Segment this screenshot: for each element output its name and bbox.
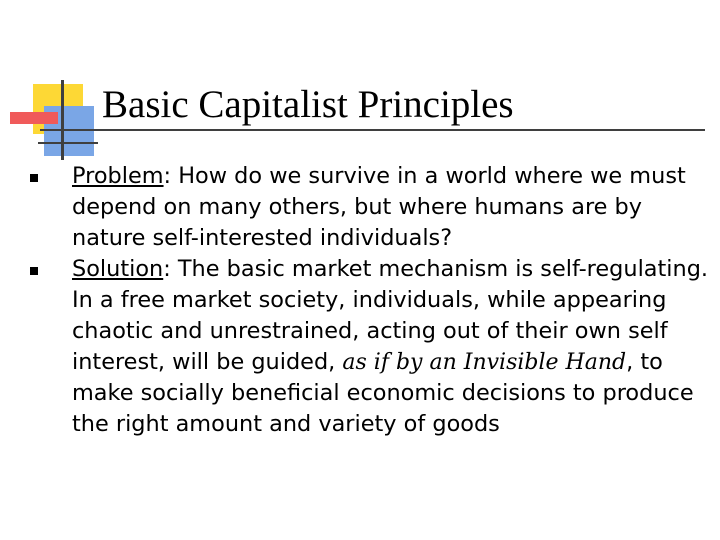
- problem-text: : How do we survive in a world where we must depend on many others, but where humans are by nature self-interested individuals?: [72, 163, 686, 251]
- solution-label: Solution: [72, 256, 164, 282]
- title-underline-rule: [40, 129, 705, 131]
- slide-title: Basic Capitalist Principles: [102, 83, 514, 126]
- slide-content-list: [30, 161, 710, 440]
- title-decoration-logo: [0, 0, 100, 170]
- red-bar-shape: [10, 112, 58, 124]
- bullet-solution: [30, 254, 710, 440]
- square-bullet-icon: [30, 267, 38, 275]
- solution-text-after: , to make socially beneficial economic decisions to produce the right amount and variety of goods: [72, 349, 694, 437]
- square-bullet-icon: [30, 174, 38, 182]
- vertical-line-shape: [61, 80, 64, 160]
- invisible-hand-phrase: as if by an Invisible Hand: [342, 350, 627, 375]
- solution-text-before: : The basic market mechanism is self-regulating. In a free market society, individuals, while appearing chaotic and unrestrained, acting out of their own self interest, will be guided,: [72, 256, 709, 375]
- bullet-problem: [30, 161, 710, 254]
- problem-label: Problem: [72, 163, 164, 189]
- horizontal-line-shape: [38, 142, 98, 144]
